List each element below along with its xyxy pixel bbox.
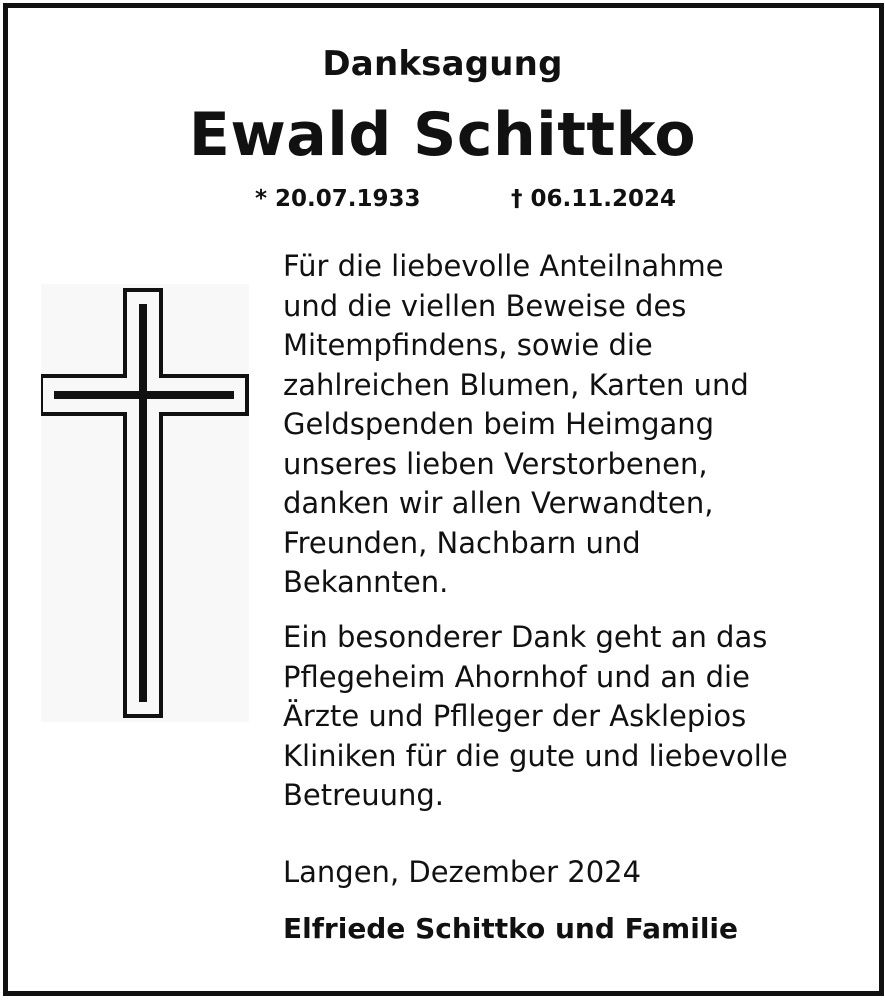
cross-image: [41, 284, 249, 722]
latin-cross-icon: [41, 284, 249, 722]
place-date: Langen, Dezember 2024: [283, 855, 642, 889]
birth-date: * 20.07.1933: [255, 186, 421, 212]
thanks-paragraph-1: Für die liebevolle Anteilnahme und die viellen Beweise des Mitempfindens, sowie die zahlreichen Blumen, Karten und Geldspenden beim Heimgang unseres lieben Verstorbenen, danken wir allen Verwandten, Freunden, Nachbarn und Bekannten.: [283, 249, 749, 599]
notice-title: Danksagung: [322, 44, 563, 84]
thanks-paragraph-2: Ein besonderer Dank geht an das Pflegeheim Ahornhof und an die Ärzte und Pflleger der Asklepios Kliniken für die gute und liebevolle Betreuung.: [283, 620, 788, 812]
death-date: † 06.11.2024: [511, 186, 677, 212]
signature: Elfriede Schittko und Familie: [283, 912, 738, 945]
deceased-name: Ewald Schittko: [188, 100, 697, 170]
